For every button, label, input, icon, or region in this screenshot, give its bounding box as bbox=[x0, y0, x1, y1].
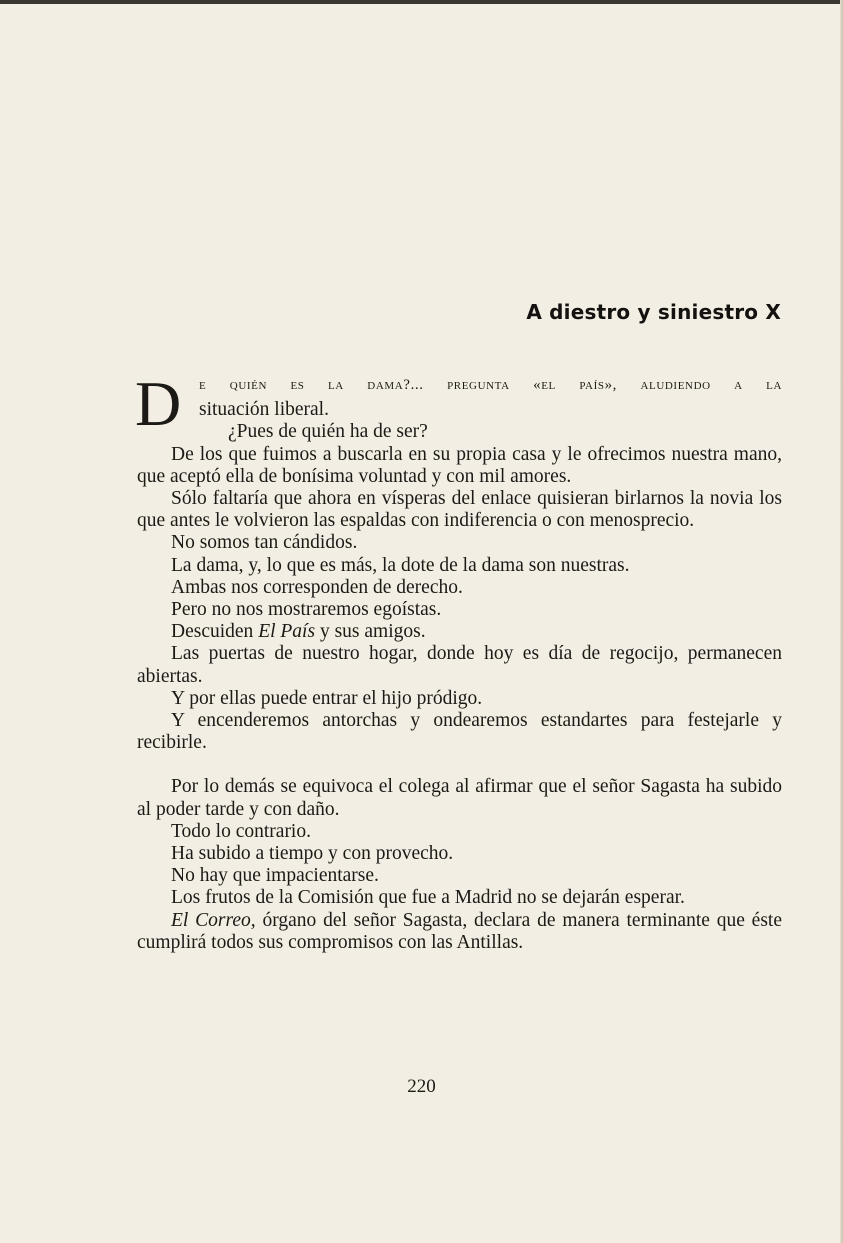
newspaper-name: El Correo, bbox=[171, 909, 256, 931]
paragraph: Y por ellas puede entrar el hijo pródigo. bbox=[171, 687, 483, 709]
page-number: 220 bbox=[407, 1076, 436, 1097]
paragraph: La dama, y, lo que es más, la dote de la dama son nuestras. bbox=[171, 554, 630, 576]
lead-small-caps-line: e quién es la dama?... pregunta «el país», aludiendo a la bbox=[199, 377, 782, 393]
opening-paragraph bbox=[135, 368, 782, 444]
paragraph: No somos tan cándidos. bbox=[171, 532, 358, 554]
paragraph: Los frutos de la Comisión que fue a Madrid no se dejarán esperar. bbox=[171, 887, 685, 909]
paragraph: No hay que impacientarse. bbox=[171, 865, 379, 887]
paragraph bbox=[137, 910, 782, 954]
paragraph: Sólo faltaría que ahora en vísperas del enlace quisieran birlarnos la novia los que antes le volvieron las espaldas con indiferencia o con menosprecio. bbox=[137, 488, 782, 532]
chapter-title: A diestro y siniestro X bbox=[526, 300, 781, 324]
paragraph: Todo lo contrario. bbox=[171, 820, 311, 842]
paragraph: Las puertas de nuestro hogar, donde hoy es día de regocijo, permanecen abiertas. bbox=[137, 643, 782, 687]
body-text bbox=[135, 368, 782, 954]
section-gap bbox=[137, 754, 782, 776]
paragraph-text: Descuiden bbox=[171, 621, 259, 643]
paragraph: Ha subido a tiempo y con provecho. bbox=[171, 843, 454, 865]
lead-line: situación liberal. bbox=[199, 399, 329, 421]
top-edge-rule bbox=[0, 0, 843, 4]
drop-cap: D bbox=[135, 368, 182, 439]
paragraph: Ambas nos corresponden de derecho. bbox=[171, 576, 463, 598]
paragraph-text: órgano del señor Sagasta, declara de manera terminante que éste cumplirá todos sus compromisos con las Antillas. bbox=[137, 909, 782, 953]
lead-question: ¿Pues de quién ha de ser? bbox=[228, 421, 428, 443]
paragraph bbox=[137, 621, 782, 643]
paragraph: Y encenderemos antorchas y ondearemos estandartes para festejarle y recibirle. bbox=[137, 710, 782, 754]
paragraph: De los que fuimos a buscarla en su propia casa y le ofrecimos nuestra mano, que aceptó ella de bonísima voluntad y con mil amores. bbox=[137, 443, 782, 487]
paragraph: Pero no nos mostraremos egoístas. bbox=[171, 599, 442, 621]
paragraph-text: y sus amigos. bbox=[315, 621, 426, 643]
newspaper-name: El País bbox=[258, 621, 316, 643]
paragraph: Por lo demás se equivoca el colega al afirmar que el señor Sagasta ha subido al poder tarde y con daño. bbox=[137, 776, 782, 820]
